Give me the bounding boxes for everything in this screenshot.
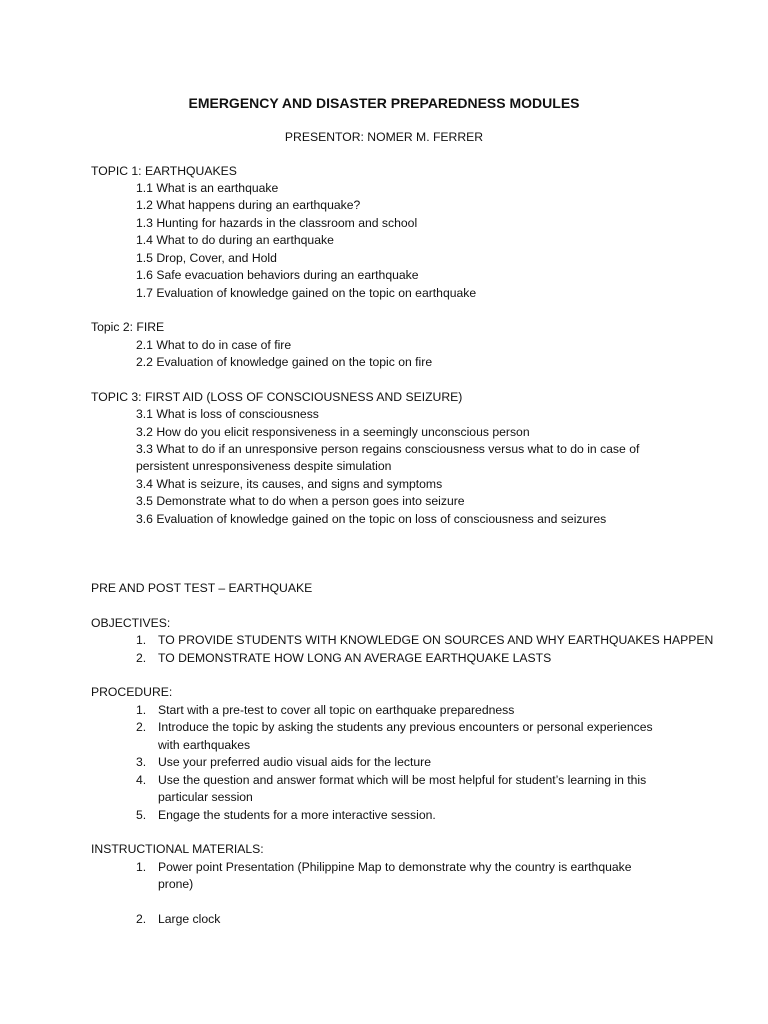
topic1-item: 1.7 Evaluation of knowledge gained on the topic on earthquake bbox=[136, 286, 477, 300]
topic1-item: 1.3 Hunting for hazards in the classroom and school bbox=[136, 216, 418, 230]
topic3-item-continued: persistent unresponsiveness despite simulation bbox=[136, 459, 392, 473]
procedure-item-continued: particular session bbox=[158, 790, 253, 804]
topic1-item: 1.2 What happens during an earthquake? bbox=[136, 198, 361, 212]
topic3-item: 3.4 What is seizure, its causes, and signs and symptoms bbox=[136, 477, 443, 491]
list-number: 5. bbox=[136, 808, 147, 822]
objective-item: TO DEMONSTRATE HOW LONG AN AVERAGE EARTHQUAKE LASTS bbox=[158, 651, 552, 665]
materials-heading: INSTRUCTIONAL MATERIALS: bbox=[91, 842, 264, 856]
topic2-heading: Topic 2: FIRE bbox=[91, 320, 165, 334]
topic3-heading: TOPIC 3: FIRST AID (LOSS OF CONSCIOUSNESS AND SEIZURE) bbox=[91, 390, 463, 404]
list-number: 1. bbox=[136, 633, 147, 647]
list-number: 3. bbox=[136, 755, 147, 769]
procedure-item: Engage the students for a more interactive session. bbox=[158, 808, 436, 822]
topic3-item: 3.2 How do you elicit responsiveness in a seemingly unconscious person bbox=[136, 425, 530, 439]
presenter-line: PRESENTOR: NOMER M. FERRER bbox=[284, 130, 484, 144]
materials-item: Power point Presentation (Philippine Map to demonstrate why the country is earthquake bbox=[158, 860, 632, 874]
topic1-heading: TOPIC 1: EARTHQUAKES bbox=[91, 164, 237, 178]
topic3-item: 3.6 Evaluation of knowledge gained on the topic on loss of consciousness and seizures bbox=[136, 512, 607, 526]
objectives-heading: OBJECTIVES: bbox=[91, 616, 171, 630]
list-number: 1. bbox=[136, 703, 147, 717]
materials-item: Large clock bbox=[158, 912, 221, 926]
procedure-item: Introduce the topic by asking the students any previous encounters or personal experiences bbox=[158, 720, 653, 734]
procedure-item: Use the question and answer format which will be most helpful for student’s learning in this bbox=[158, 773, 647, 787]
objective-item: TO PROVIDE STUDENTS WITH KNOWLEDGE ON SOURCES AND WHY EARTHQUAKES HAPPEN bbox=[158, 633, 714, 647]
list-number: 2. bbox=[136, 720, 147, 734]
topic3-item: 3.3 What to do if an unresponsive person regains consciousness versus what to do in case of bbox=[136, 442, 640, 456]
procedure-item-continued: with earthquakes bbox=[158, 738, 251, 752]
topic3-item: 3.1 What is loss of consciousness bbox=[136, 407, 319, 421]
topic2-item: 2.1 What to do in case of fire bbox=[136, 338, 292, 352]
topic2-item: 2.2 Evaluation of knowledge gained on the topic on fire bbox=[136, 355, 433, 369]
topic1-item: 1.5 Drop, Cover, and Hold bbox=[136, 251, 277, 265]
procedure-item: Use your preferred audio visual aids for the lecture bbox=[158, 755, 432, 769]
procedure-heading: PROCEDURE: bbox=[91, 685, 173, 699]
list-number: 4. bbox=[136, 773, 147, 787]
document-title: EMERGENCY AND DISASTER PREPAREDNESS MODULES bbox=[188, 95, 580, 111]
procedure-item: Start with a pre-test to cover all topic on earthquake preparedness bbox=[158, 703, 515, 717]
topic1-item: 1.6 Safe evacuation behaviors during an earthquake bbox=[136, 268, 419, 282]
list-number: 1. bbox=[136, 860, 147, 874]
materials-item-continued: prone) bbox=[158, 877, 194, 891]
topic1-item: 1.1 What is an earthquake bbox=[136, 181, 279, 195]
list-number: 2. bbox=[136, 912, 147, 926]
topic3-item: 3.5 Demonstrate what to do when a person goes into seizure bbox=[136, 494, 465, 508]
topic1-item: 1.4 What to do during an earthquake bbox=[136, 233, 334, 247]
test-heading: PRE AND POST TEST – EARTHQUAKE bbox=[91, 581, 313, 595]
list-number: 2. bbox=[136, 651, 147, 665]
